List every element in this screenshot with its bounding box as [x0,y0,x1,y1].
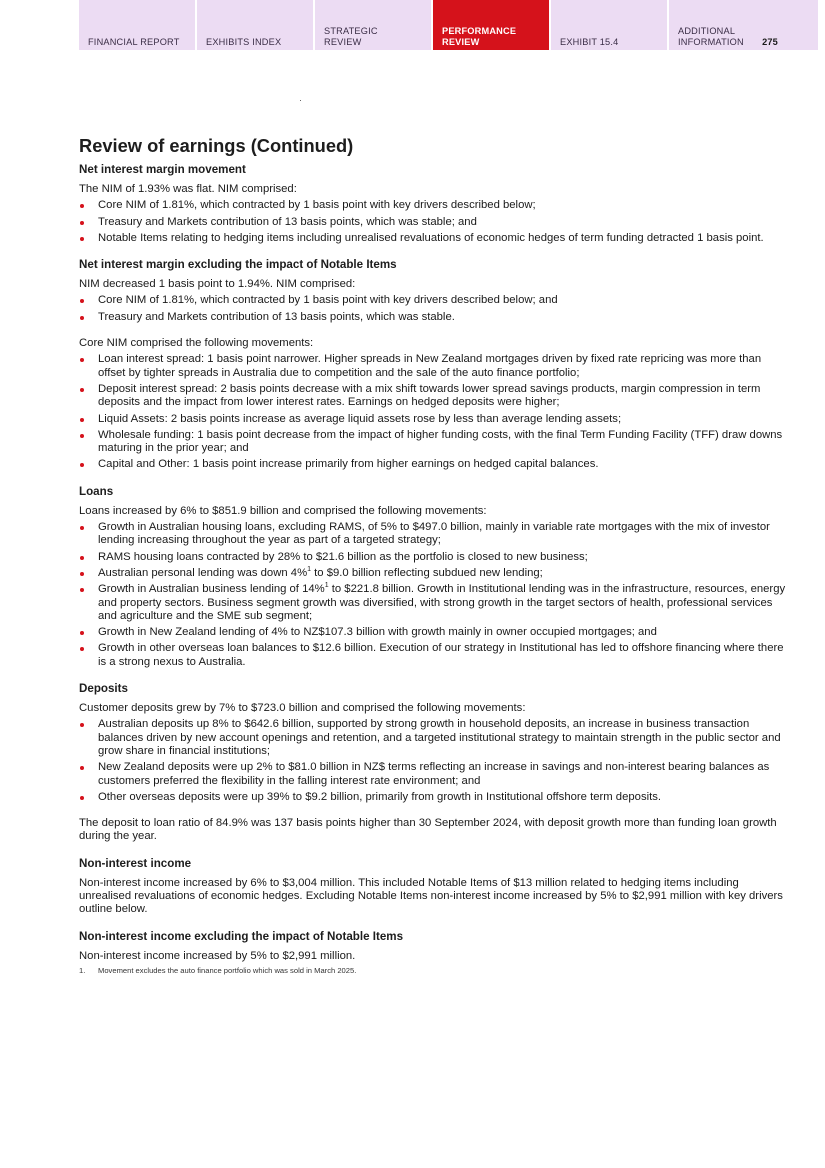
page-number: 275 [762,36,778,47]
nim-ex-heading: Net interest margin excluding the impact of Notable Items [79,258,397,272]
footnote-ref: 1 [324,582,329,590]
tab-strategic-review[interactable]: STRATEGIC REVIEW [315,0,431,50]
list-item: Growth in Australian housing loans, excluding RAMS, of 5% to $497.0 billion, mainly in variable rate mortgages with the mix of investor lending increasing throughout the year as part of a targeted strategy; [79,521,791,548]
deposits-heading: Deposits [79,682,128,696]
footnote [79,966,791,976]
loans-intro: Loans increased by 6% to $851.9 billion and comprised the following movements: [79,504,487,517]
tab-financial-report[interactable]: FINANCIAL REPORT [79,0,195,50]
deposits-list [79,718,791,804]
footnote-number: 1. [79,965,86,975]
list-item: Liquid Assets: 2 basis points increase as average liquid assets rose by less than average lending assets; [79,413,791,426]
core-nim-intro: Core NIM comprised the following movements: [79,337,314,350]
nii-text: Non-interest income increased by 6% to $3,004 million. This included Notable Items of $13 million related to hedging items including unrealised revaluations of economic hedges. Excluding Notable Items non-interest income increased by 5% to $2,991 million with key drivers outline below. [79,876,783,916]
main-content [79,134,791,976]
list-item: Core NIM of 1.81%, which contracted by 1 basis point with key drivers described below; [79,199,791,212]
nim-ex-list [79,294,791,324]
nim-heading: Net interest margin movement [79,163,246,176]
nii-heading: Non-interest income [79,856,192,870]
list-item: Growth in other overseas loan balances to $12.6 billion. Execution of our strategy in Institutional has led to offshore financing where there is a strong nexus to Australia. [79,642,791,669]
nii-ex-heading: Non-interest income excluding the impact of Notable Items [79,929,404,943]
footnote-text: Movement excludes the auto finance portfolio which was sold in March 2025. [98,965,357,975]
list-item: Australian deposits up 8% to $642.6 billion, supported by strong growth in household deposits, an increase in business transaction balances driven by new account openings and retention, and a targeted institutional strategy to maintain strength in the public sector and grow share in financial institutions; [79,718,791,758]
list-item: Growth in Australian business lending of 14%$^1$ to $221.8 billion. Growth in Institutional lending was in the infrastructure, resources, energy and property sectors. Business segment growth was diversified, with strong growth in the target sectors of health, professional services and agriculture and the SME sub segment; [79,583,791,623]
list-item: Other overseas deposits were up 39% to $9.2 billion, primarily from growth in Institutional offshore term deposits. [79,791,791,804]
list-item: Treasury and Markets contribution of 13 basis points, which was stable. [79,311,791,324]
nii-ex-text: Non-interest income increased by 5% to $2,991 million. [79,949,356,962]
list-item: New Zealand deposits were up 2% to $81.0 billion in NZ$ terms reflecting an increase in savings and non-interest bearing balances as customers preferred the flexibility in the falling interest rate environment; and [79,761,791,788]
deposit-ratio-text: The deposit to loan ratio of 84.9% was 137 basis points higher than 30 September 2024, with deposit growth more than funding loan growth during the year. [79,817,777,843]
tab-performance-review[interactable]: PERFORMANCE REVIEW [433,0,549,50]
nim-ex-intro: NIM decreased 1 basis point to 1.94%. NIM comprised: [79,278,356,291]
list-item: Notable Items relating to hedging items including unrealised revaluations of economic hedges of term funding detracted 1 basis point. [79,232,791,245]
loans-heading: Loans [79,484,114,498]
deposits-intro: Customer deposits grew by 7% to $723.0 billion and comprised the following movements: [79,702,526,715]
page-title: Review of earnings (Continued) [79,135,354,156]
nim-intro: The NIM of 1.93% was flat. NIM comprised: [79,183,297,195]
tab-exhibits-index[interactable]: EXHIBITS INDEX [197,0,313,50]
tab-additional-information[interactable] [669,0,818,50]
list-item: Wholesale funding: 1 basis point decrease from the impact of higher funding costs, with the final Term Funding Facility (TFF) draw downs maturing in the prior year; and [79,429,791,456]
list-item: Growth in New Zealand lending of 4% to NZ$107.3 billion with growth mainly in owner occupied mortgages; and [79,626,791,639]
list-item: Treasury and Markets contribution of 13 basis points, which was stable; and [79,216,791,229]
footnote-ref: 1 [307,566,312,574]
tab-exhibit-15-4[interactable]: EXHIBIT 15.4 [551,0,667,50]
tab-additional-information-label: ADDITIONAL INFORMATION [678,26,744,47]
loans-list [79,521,791,669]
list-item: Deposit interest spread: 2 basis points decrease with a mix shift towards lower spread savings products, margin compression in term deposits and the impact from lower interest rates. Earnings on hedged deposits were higher; [79,383,791,410]
nim-list [79,199,791,245]
list-item: Capital and Other: 1 basis point increase primarily from higher earnings on hedged capital balances. [79,458,791,471]
stray-dot [300,100,301,101]
list-item: Core NIM of 1.81%, which contracted by 1 basis point with key drivers described below; and [79,294,791,307]
list-item: Australian personal lending was down 4%$^1$ to $9.0 billion reflecting subdued new lending; [79,567,791,580]
list-item: RAMS housing loans contracted by 28% to $21.6 billion as the portfolio is closed to new business; [79,551,791,564]
top-navigation [79,0,818,50]
list-item: Loan interest spread: 1 basis point narrower. Higher spreads in New Zealand mortgages driven by fixed rate repricing was more than offset by tighter spreads in Australia due to competition and the sale of the auto finance portfolio; [79,353,791,380]
core-nim-list [79,353,791,471]
